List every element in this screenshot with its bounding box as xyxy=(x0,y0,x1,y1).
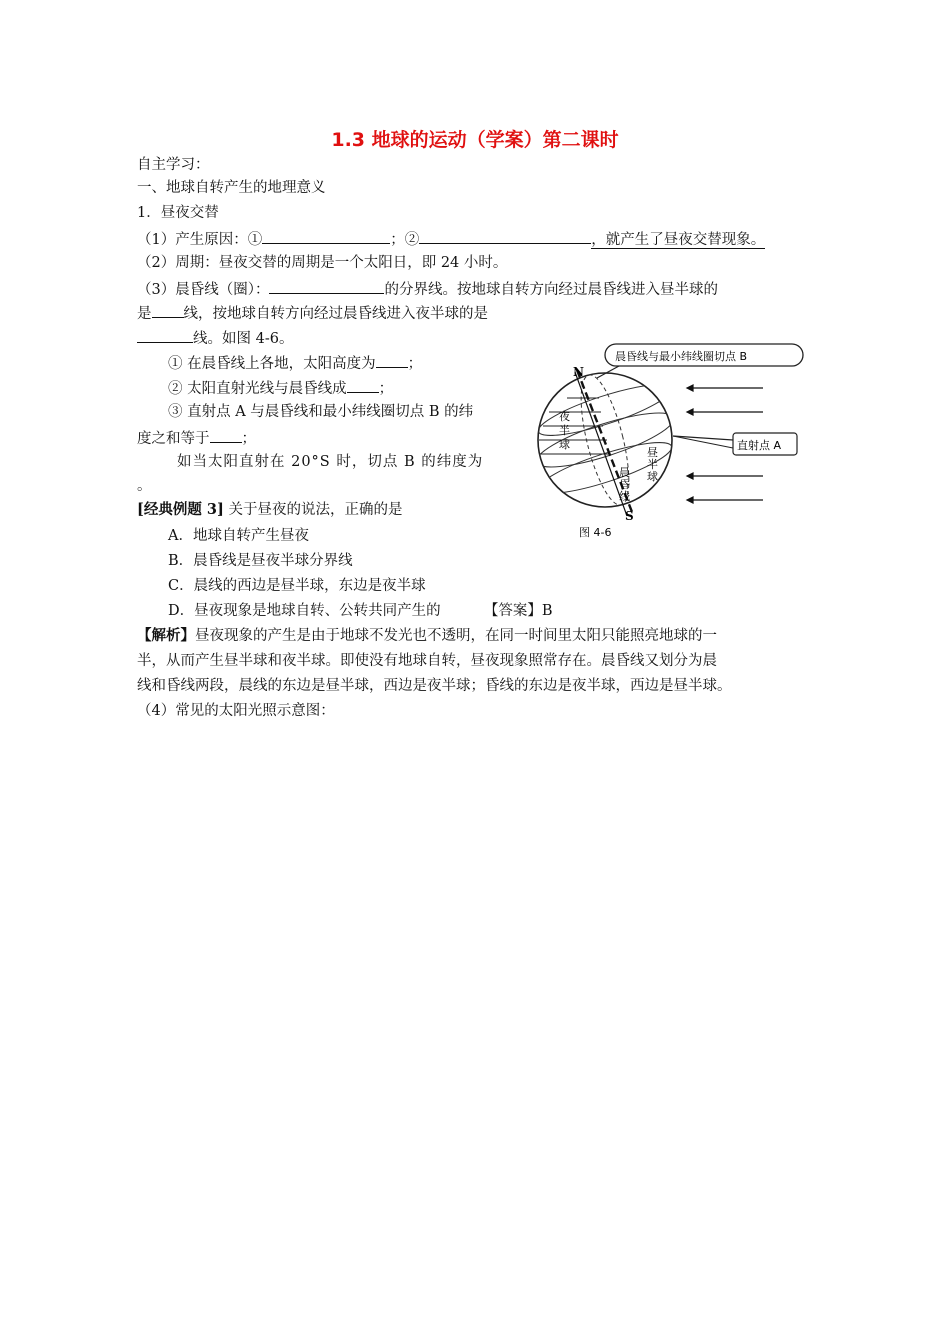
callout-b-pointer xyxy=(597,366,619,378)
item-3-line2 xyxy=(137,302,488,324)
heading-1-1: 1．昼夜交替 xyxy=(137,205,219,221)
answer: 【答案】B xyxy=(483,603,553,619)
analysis-text-1: 昼夜现象的产生是由于地球不发光也不透明，在同一时间里太阳只能照亮地球的一 xyxy=(195,628,717,644)
item-1-prefix: （1）产生原因：① xyxy=(137,232,263,248)
night-label-3: 球 xyxy=(559,438,570,451)
item-3-line2-suffix: 线，按地球自转方向经过晨昏线进入夜半球的是 xyxy=(183,306,488,322)
day-label-2: 半 xyxy=(647,458,658,471)
blank-2[interactable] xyxy=(419,228,591,244)
point-1-end: ； xyxy=(407,356,423,372)
classic-example-question: 关于昼夜的说法，正确的是 xyxy=(228,502,403,518)
option-b: B．晨昏线是昼夜半球分界线 xyxy=(168,553,353,569)
item-3-suffix: 的分界线。按地球自转方向经过晨昏线进入昼半球的 xyxy=(384,282,718,298)
south-label: S xyxy=(625,509,634,523)
day-label-1: 昼 xyxy=(647,446,658,459)
point-3: ③ 直射点 A 与晨昏线和最小纬线圈切点 B 的纬 xyxy=(168,404,474,420)
point-2-text: ② 太阳直射光线与晨昏线成 xyxy=(168,381,347,397)
example-line: 如当太阳直射在 20°S 时，切点 B 的纬度为 xyxy=(177,454,484,470)
point-3-line2-end: ； xyxy=(241,431,256,447)
blank-5[interactable] xyxy=(137,327,193,343)
point-2 xyxy=(168,377,393,399)
example-line-end: 。 xyxy=(137,478,152,494)
item-1-suffix: ，就产生了昼夜交替现象。 xyxy=(591,232,766,248)
day-label-3: 球 xyxy=(647,470,658,483)
north-label: N xyxy=(573,365,584,379)
item-3 xyxy=(137,278,718,300)
point-3-line2 xyxy=(137,427,256,449)
item-3-line3 xyxy=(137,327,293,349)
blank-4[interactable] xyxy=(152,302,184,318)
figure-caption: 图 4-6 xyxy=(579,526,612,539)
blank-6[interactable] xyxy=(376,352,408,368)
heading-1: 一、地球自转产生的地理意义 xyxy=(137,180,326,196)
analysis-line-2: 半，从而产生昼半球和夜半球。即使没有地球自转，昼夜现象照常存在。晨昏线又划分为晨 xyxy=(137,653,717,669)
night-label-1: 夜 xyxy=(559,410,570,423)
point-1 xyxy=(168,352,422,374)
callout-a-text: 直射点 A xyxy=(737,439,782,452)
blank-8[interactable] xyxy=(210,427,242,443)
section-self-study xyxy=(137,155,210,175)
point-2-end: ； xyxy=(378,381,394,397)
blank-1[interactable] xyxy=(262,228,390,244)
item-3-prefix: （3）晨昏线（圈）： xyxy=(137,282,270,298)
point-3-line2-text: 度之和等于 xyxy=(137,431,210,447)
figure-4-6 xyxy=(527,340,817,540)
item-2: （2）周期：昼夜交替的周期是一个太阳日，即 24 小时。 xyxy=(137,255,508,271)
page-title: 1.3 地球的运动（学案）第二课时 xyxy=(331,129,619,151)
option-d xyxy=(168,601,553,621)
item-3-line2-prefix: 是 xyxy=(137,306,152,322)
terminator-label-2: 昏 xyxy=(619,478,630,491)
night-label-2: 半 xyxy=(559,424,570,437)
option-c: C．晨线的西边是昼半球，东边是夜半球 xyxy=(168,578,426,594)
option-d-text: D．昼夜现象是地球自转、公转共同产生的 xyxy=(168,603,441,619)
terminator-label-3: 线 xyxy=(619,490,630,503)
item-4: （4）常见的太阳光照示意图： xyxy=(137,703,335,719)
analysis-line-1 xyxy=(137,626,717,646)
blank-7[interactable] xyxy=(347,377,379,393)
analysis-line-3: 线和昏线两段，晨线的东边是昼半球，西边是夜半球；昏线的东边是夜半球，西边是昼半球。 xyxy=(137,678,732,694)
callout-b-text: 晨昏线与最小纬线圈切点 B xyxy=(615,350,748,363)
classic-example xyxy=(137,500,402,520)
terminator-label-1: 晨 xyxy=(619,466,630,479)
section-label: 自主学习： xyxy=(137,157,210,173)
analysis-label: 【解析】 xyxy=(137,627,195,644)
item-3-line3-suffix: 线。如图 4-6。 xyxy=(193,331,294,347)
item-1 xyxy=(137,228,765,250)
classic-example-label: [经典例题 3] xyxy=(137,501,224,518)
point-1-text: ① 在晨昏线上各地，太阳高度为 xyxy=(168,356,376,372)
earth-illumination-diagram xyxy=(527,340,817,540)
option-a: A．地球自转产生昼夜 xyxy=(168,528,309,544)
blank-3[interactable] xyxy=(269,278,384,294)
item-1-mid: ；② xyxy=(390,232,420,248)
